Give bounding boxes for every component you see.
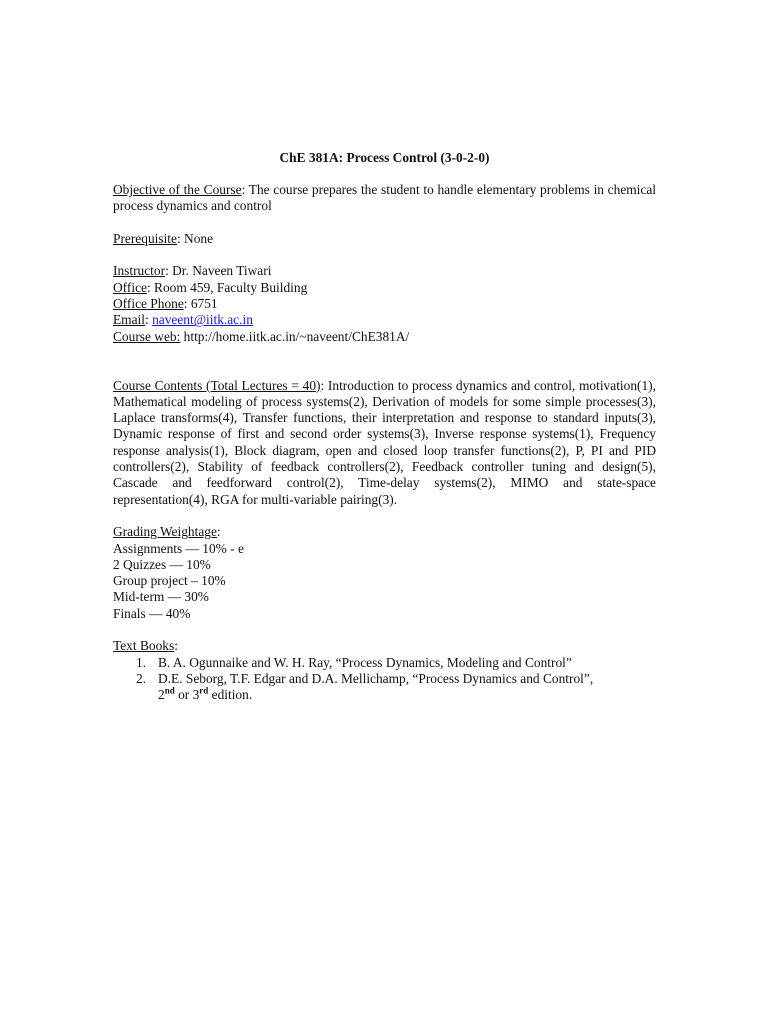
grading-section (113, 524, 656, 622)
office-text: : Room 459, Faculty Building (146, 279, 308, 295)
textbook-edition (158, 687, 656, 703)
textbooks-section (113, 638, 656, 703)
textbooks-colon: : (174, 638, 178, 654)
edition-or: or (174, 687, 193, 703)
edition-tail: edition. (208, 687, 253, 703)
email-link[interactable]: naveent@iitk.ac.in (152, 312, 253, 328)
office-label: Office (113, 279, 147, 295)
objective-label: Objective of the Course (113, 182, 242, 197)
textbook-list (113, 655, 656, 704)
course-web-line (113, 329, 656, 345)
document-content (113, 150, 656, 720)
textbook-number: 1. (136, 654, 147, 670)
office-phone-line (113, 296, 656, 312)
course-title: ChE 381A: Process Control (3-0-2-0) (279, 150, 490, 165)
course-contents-section (113, 378, 656, 508)
instructor-info (113, 263, 656, 344)
objective-text: : The course prepares the student to handle elementary problems in chemical process dynamics and control (113, 182, 657, 214)
instructor-name: : Dr. Naveen Tiwari (165, 263, 272, 279)
grading-label: Grading Weightage (113, 524, 217, 540)
textbook-number: 2. (136, 670, 147, 686)
grading-heading (113, 524, 656, 540)
edition-2: 2 (158, 687, 165, 703)
grading-colon: : (216, 524, 221, 540)
course-contents-label: Course Contents (Total Lectures = 40) (113, 377, 321, 393)
textbook-item (113, 671, 656, 704)
grading-item: Group project – 10% (113, 573, 226, 589)
instructor-label: Instructor (113, 263, 166, 279)
blank-line (113, 361, 656, 377)
prerequisite-label: Prerequisite (113, 230, 177, 246)
edition-3: 3 (192, 687, 200, 703)
textbooks-label: Text Books (113, 638, 175, 654)
email-line (113, 312, 656, 328)
instructor-line (113, 263, 656, 279)
grading-item: Mid-term — 30% (113, 589, 209, 605)
grading-item: Finals — 40% (113, 605, 191, 621)
textbook-text: D.E. Seborg, T.F. Edgar and D.A. Mellichamp, “Process Dynamics and Control”, (158, 670, 594, 686)
objective-section (113, 182, 656, 215)
prerequisite-section (113, 231, 656, 247)
office-phone-label: Office Phone (113, 296, 184, 312)
prerequisite-text: : None (176, 230, 214, 246)
course-web-label: Course web: (113, 328, 181, 344)
course-contents-text: : Introduction to process dynamics and control, motivation(1), Mathematical modeling of process systems(2), Derivation of models for some simple processes(3), Laplace transforms(4), Transfer functions, their interpretation and response to standard inputs(3), Dynamic response of first and second order systems(3), Inverse response systems(1), Frequency response analysis(1), Block diagram, open and closed loop transfer functions(2), P, PI and PID controllers(2), Stability of feedback controllers(2), Feedback controller tuning and design(5), Cascade and feedforward control(2), Time-delay systems(2), MIMO and state-space representation(4), RGA for multi-variable pairing(3). (113, 377, 656, 507)
edition-2-suffix: nd (164, 685, 175, 696)
course-web-url: http://home.iitk.ac.in/~naveent/ChE381A/ (180, 328, 410, 344)
edition-3-suffix: rd (199, 685, 209, 696)
office-phone-text: : 6751 (183, 296, 218, 312)
grading-item: 2 Quizzes — 10% (113, 556, 211, 572)
textbooks-heading (113, 638, 656, 654)
textbook-item (113, 655, 656, 671)
office-line (113, 280, 656, 296)
email-label: Email (113, 312, 145, 328)
grading-item: Assignments — 10% - e (113, 540, 244, 556)
email-separator: : (144, 312, 153, 328)
textbook-text: B. A. Ogunnaike and W. H. Ray, “Process Dynamics, Modeling and Control” (158, 654, 572, 670)
